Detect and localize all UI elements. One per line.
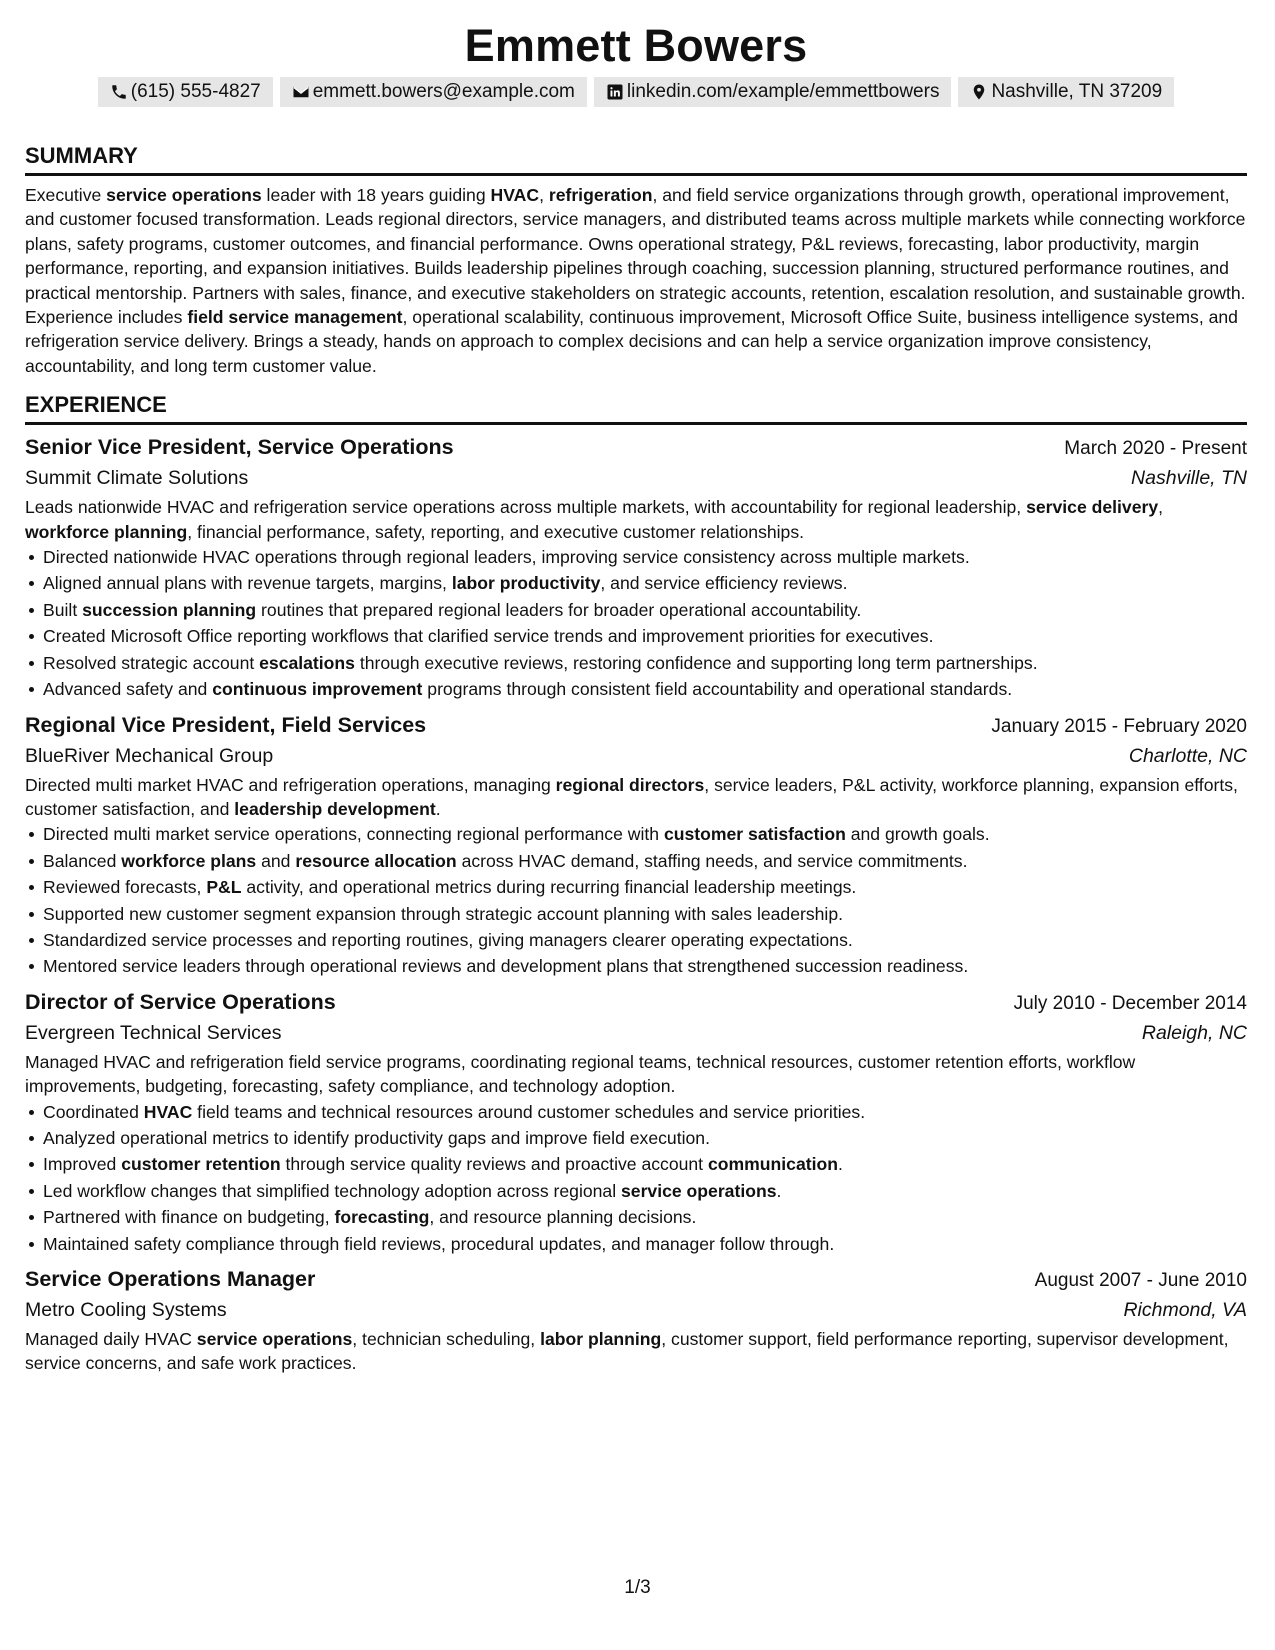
text-run: Directed multi market HVAC and refrigeration operations, managing bbox=[25, 774, 556, 795]
text-run: Supported new customer segment expansion through strategic account planning with sales leadership. bbox=[43, 903, 844, 924]
text-run: Built bbox=[43, 599, 83, 620]
text-run: , customer support, field performance reporting, supervisor development, service concerns, and safe work practices. bbox=[25, 1329, 1229, 1374]
job-title: Senior Vice President, Service Operations bbox=[25, 435, 454, 460]
job-location: Raleigh, NC bbox=[1141, 1021, 1247, 1044]
job-location: Richmond, VA bbox=[1123, 1299, 1247, 1321]
job-bullets bbox=[25, 1099, 1247, 1257]
job-entry bbox=[25, 1263, 1247, 1376]
text-run: , and field service organizations through growth, operational improvement, and customer focused transformation. Leads regional directors, service managers, and distributed teams across multiple markets while connecting workforce plans, safety programs, customer outcomes, and financial performance. Owns operational strategy, P&L reviews, forecasting, labor productivity, margin performance, reporting, and expansion initiatives. Builds leadership pipelines through coaching, succession planning, structured performance routines, and practical mentorship. Partners with sales, finance, and executive stakeholders on strategic accounts, retention, escalation resolution, and sustainable growth. Experience includes bbox=[25, 185, 1246, 328]
job-header bbox=[25, 709, 1247, 741]
job-location: Charlotte, NC bbox=[1128, 744, 1247, 767]
list-item bbox=[43, 544, 1247, 570]
text-run: and growth goals. bbox=[845, 824, 990, 845]
keyword-bold: labor productivity bbox=[451, 573, 601, 594]
list-item bbox=[43, 570, 1247, 596]
job-title: Service Operations Manager bbox=[25, 1267, 316, 1291]
keyword-bold: leadership development bbox=[234, 798, 436, 819]
text-run: Directed multi market service operations, connecting regional performance with bbox=[43, 824, 664, 845]
text-run: Aligned annual plans with revenue targets, margins, bbox=[43, 573, 452, 594]
text-run: , technician scheduling, bbox=[352, 1329, 541, 1349]
job-company: Metro Cooling Systems bbox=[25, 1299, 227, 1321]
list-item bbox=[43, 1099, 1247, 1125]
contact-bar bbox=[25, 77, 1247, 107]
job-description bbox=[25, 773, 1247, 822]
job-subheader bbox=[25, 1018, 1247, 1048]
list-item bbox=[43, 927, 1247, 953]
text-run: Improved bbox=[43, 1154, 122, 1175]
list-item bbox=[43, 597, 1247, 623]
list-item bbox=[43, 848, 1247, 874]
text-run: . bbox=[837, 1154, 843, 1175]
text-run: activity, and operational metrics during recurring financial leadership meetings. bbox=[241, 877, 857, 898]
text-run: Resolved strategic account bbox=[43, 652, 260, 673]
text-run: Mentored service leaders through operational reviews and development plans that strengthened succession readiness. bbox=[43, 956, 969, 977]
summary-text bbox=[25, 183, 1247, 378]
job-entry bbox=[25, 986, 1247, 1257]
phone-icon bbox=[110, 83, 128, 101]
list-item bbox=[43, 1178, 1247, 1204]
job-subheader bbox=[25, 1295, 1247, 1325]
text-run: , bbox=[539, 185, 549, 205]
experience-list bbox=[25, 431, 1247, 1376]
keyword-bold: workforce planning bbox=[25, 521, 188, 542]
job-header bbox=[25, 1263, 1247, 1295]
text-run: Reviewed forecasts, bbox=[43, 877, 207, 898]
job-company: Evergreen Technical Services bbox=[25, 1021, 282, 1044]
job-header bbox=[25, 431, 1247, 463]
keyword-bold: P&L bbox=[206, 877, 242, 898]
contact-linkedin[interactable] bbox=[594, 77, 952, 107]
resume-page bbox=[25, 0, 1247, 1376]
list-item bbox=[43, 821, 1247, 847]
job-title: Regional Vice President, Field Services bbox=[25, 712, 427, 737]
list-item bbox=[43, 1204, 1247, 1230]
text-run: Created Microsoft Office reporting workflows that clarified service trends and improvement priorities for executives. bbox=[43, 626, 934, 647]
text-run: Managed daily HVAC bbox=[25, 1329, 197, 1349]
envelope-icon bbox=[292, 83, 310, 101]
text-run: across HVAC demand, staffing needs, and service commitments. bbox=[456, 850, 968, 871]
keyword-bold: communication bbox=[707, 1154, 838, 1175]
map-pin-icon bbox=[970, 83, 988, 101]
text-run: , bbox=[1158, 497, 1164, 518]
job-subheader bbox=[25, 463, 1247, 493]
list-item bbox=[43, 1151, 1247, 1177]
job-title: Director of Service Operations bbox=[25, 989, 336, 1014]
job-location: Nashville, TN bbox=[1131, 467, 1247, 490]
text-run: through service quality reviews and proactive account bbox=[280, 1154, 708, 1175]
contact-linkedin-text: linkedin.com/example/emmettbowers bbox=[626, 81, 940, 102]
job-dates: January 2015 - February 2020 bbox=[991, 715, 1247, 737]
text-run: Partnered with finance on budgeting, bbox=[43, 1207, 335, 1228]
job-subheader bbox=[25, 741, 1247, 771]
list-item bbox=[43, 1125, 1247, 1151]
text-run: Led workflow changes that simplified technology adoption across regional bbox=[43, 1180, 621, 1201]
job-company: BlueRiver Mechanical Group bbox=[25, 744, 274, 767]
text-run: Executive bbox=[25, 185, 107, 205]
list-item bbox=[43, 953, 1247, 979]
summary-heading: SUMMARY bbox=[25, 143, 1247, 176]
text-run: . bbox=[435, 798, 441, 819]
keyword-bold: refrigeration bbox=[548, 185, 653, 205]
keyword-bold: service operations bbox=[196, 1329, 353, 1349]
keyword-bold: customer retention bbox=[121, 1154, 281, 1175]
list-item bbox=[43, 623, 1247, 649]
job-bullets bbox=[25, 544, 1247, 702]
contact-email-text: emmett.bowers@example.com bbox=[312, 81, 575, 102]
contact-phone-text: (615) 555-4827 bbox=[130, 81, 261, 102]
text-run: . bbox=[776, 1180, 782, 1201]
text-run: , and resource planning decisions. bbox=[429, 1207, 697, 1228]
job-dates: July 2010 - December 2014 bbox=[1013, 992, 1247, 1014]
list-item bbox=[43, 901, 1247, 927]
keyword-bold: service delivery bbox=[1026, 497, 1159, 518]
page-number: 1/3 bbox=[624, 1577, 651, 1598]
keyword-bold: customer satisfaction bbox=[663, 824, 846, 845]
list-item bbox=[43, 1231, 1247, 1257]
contact-location-text: Nashville, TN 37209 bbox=[991, 81, 1163, 102]
text-run: through executive reviews, restoring confidence and supporting long term partnerships. bbox=[354, 652, 1038, 673]
contact-email[interactable] bbox=[280, 77, 587, 107]
text-run: leader with 18 years guiding bbox=[261, 185, 491, 205]
text-run: Standardized service processes and reporting routines, giving managers clearer operating expectations. bbox=[43, 929, 853, 950]
contact-location[interactable] bbox=[958, 77, 1174, 107]
list-item bbox=[43, 650, 1247, 676]
job-entry bbox=[25, 709, 1247, 980]
text-run: and bbox=[256, 850, 296, 871]
keyword-bold: service operations bbox=[621, 1180, 777, 1201]
text-run: , operational scalability, continuous improvement, Microsoft Office Suite, business intelligence systems, and refrigeration service delivery. Brings a steady, hands on approach to complex decisions and can help a service organization improve consistency, accountability, and long term customer value. bbox=[25, 307, 1238, 376]
job-description bbox=[25, 1050, 1247, 1099]
text-run: field teams and technical resources around customer schedules and service priorities. bbox=[192, 1101, 866, 1122]
keyword-bold: HVAC bbox=[490, 185, 540, 205]
text-run: Analyzed operational metrics to identify productivity gaps and improve field execution. bbox=[43, 1127, 710, 1148]
list-item bbox=[43, 676, 1247, 702]
keyword-bold: forecasting bbox=[334, 1207, 430, 1228]
keyword-bold: succession planning bbox=[82, 599, 257, 620]
keyword-bold: field service management bbox=[187, 307, 403, 328]
job-bullets bbox=[25, 821, 1247, 979]
list-item bbox=[43, 874, 1247, 900]
text-run: Advanced safety and bbox=[43, 679, 213, 700]
candidate-name: Emmett Bowers bbox=[464, 20, 808, 71]
text-run: routines that prepared regional leaders for broader operational accountability. bbox=[256, 599, 862, 620]
job-header bbox=[25, 986, 1247, 1018]
text-run: , service leaders, P&L activity, workforce planning, expansion efforts, customer satisfaction, and bbox=[25, 774, 1238, 819]
job-dates: March 2020 - Present bbox=[1064, 438, 1247, 460]
keyword-bold: HVAC bbox=[143, 1101, 193, 1122]
text-run: , and service efficiency reviews. bbox=[600, 573, 848, 594]
text-run: Leads nationwide HVAC and refrigeration service operations across multiple markets, with accountability for regional leadership, bbox=[25, 497, 1027, 518]
keyword-bold: service operations bbox=[106, 185, 262, 205]
experience-heading: EXPERIENCE bbox=[25, 392, 1247, 425]
text-run: , financial performance, safety, reporting, and executive customer relationships. bbox=[187, 521, 805, 542]
keyword-bold: continuous improvement bbox=[212, 679, 423, 700]
text-run: Managed HVAC and refrigeration field service programs, coordinating regional teams, technical resources, customer retention efforts, workflow improvements, budgeting, forecasting, safety compliance, and technology adoption. bbox=[25, 1051, 1136, 1097]
linkedin-icon bbox=[606, 83, 624, 101]
text-run: Coordinated bbox=[43, 1101, 144, 1122]
job-description bbox=[25, 495, 1247, 544]
text-run: Directed nationwide HVAC operations through regional leaders, improving service consistency across multiple markets. bbox=[43, 547, 970, 568]
keyword-bold: workforce plans bbox=[121, 850, 257, 871]
keyword-bold: resource allocation bbox=[295, 850, 457, 871]
keyword-bold: labor planning bbox=[540, 1329, 662, 1349]
keyword-bold: escalations bbox=[259, 652, 355, 673]
text-run: programs through consistent field accountability and operational standards. bbox=[422, 679, 1013, 700]
job-entry bbox=[25, 431, 1247, 702]
job-description bbox=[25, 1327, 1247, 1376]
contact-phone[interactable] bbox=[98, 77, 273, 107]
job-dates: August 2007 - June 2010 bbox=[1034, 1270, 1247, 1291]
job-company: Summit Climate Solutions bbox=[25, 467, 249, 490]
text-run: Maintained safety compliance through field reviews, procedural updates, and manager follow through. bbox=[43, 1233, 835, 1254]
text-run: Balanced bbox=[43, 850, 122, 871]
keyword-bold: regional directors bbox=[555, 774, 705, 795]
